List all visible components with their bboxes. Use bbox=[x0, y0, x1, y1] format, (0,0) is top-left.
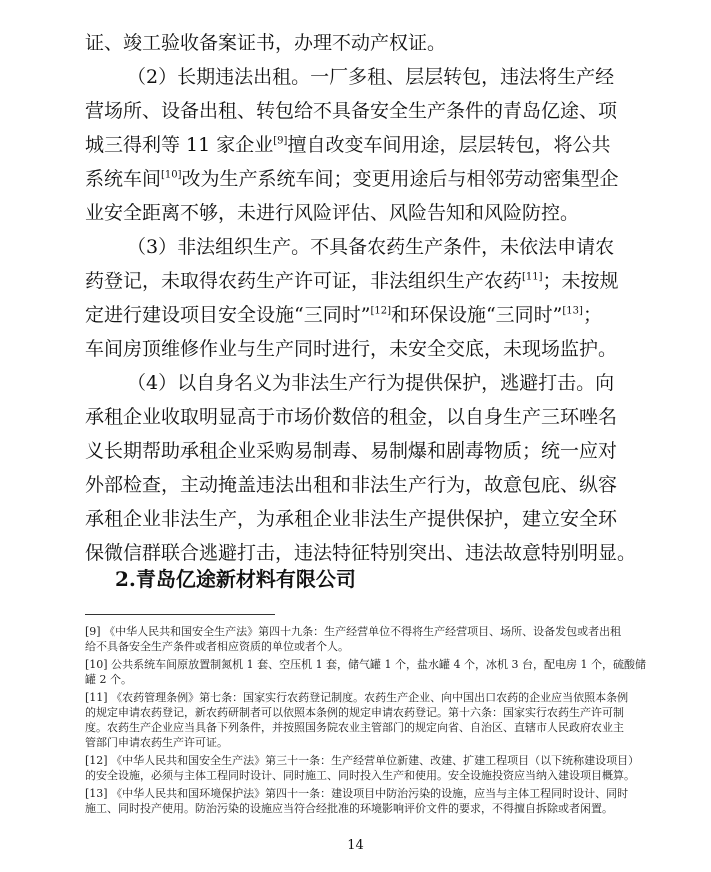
footnote-line: [12] 《中华人民共和国安全生产法》第三十一条：生产经营单位新建、改建、扩建工程项目（以下统称建设项目） bbox=[85, 754, 640, 767]
body-line: 证、竣工验收备案证书，办理不动产权证。 bbox=[85, 32, 447, 54]
section-heading: 2.青岛亿途新材料有限公司 bbox=[115, 567, 356, 591]
footnote-ref[interactable]: [13] bbox=[562, 305, 583, 317]
body-line: 城三得利等 11 家企业[9]擅自改变车间用途，层层转包，将公共 bbox=[85, 134, 611, 156]
footnote-line: [13] 《中华人民共和国环境保护法》第四十一条：建设项目中防治污染的设施，应当与主体工程同时设计、同时 bbox=[85, 787, 629, 800]
footnote-line: [11] 《农药管理条例》第七条：国家实行农药登记制度。农药生产企业、向中国出口农药的企业应当依照本条例 bbox=[85, 691, 629, 704]
footnote-ref[interactable]: [10] bbox=[161, 169, 182, 181]
body-line: 药登记，未取得农药生产许可证，非法组织生产农药[11]；未按规 bbox=[85, 270, 619, 292]
body-line: 义长期帮助承租企业采购易制毒、易制爆和剧毒物质；统一应对 bbox=[85, 440, 618, 462]
footnote-line: [10] 公共系统车间原放置制氮机 1 套、空压机 1 套，储气罐 1 个，盐水罐 4 个，冰机 3 台，配电房 1 个，硫酸储 bbox=[85, 658, 647, 671]
footnote-line: [9] 《中华人民共和国安全生产法》第四十九条：生产经营单位不得将生产经营项目、场所、设备发包或者出租 bbox=[85, 625, 622, 638]
footnote-line: 管部门申请农药生产许可证。 bbox=[85, 736, 228, 749]
footnote-ref[interactable]: [11] bbox=[522, 271, 543, 283]
body-line: 车间房顶维修作业与生产同时进行，未安全交底，未现场监护。 bbox=[85, 338, 618, 360]
body-line: （4）以自身名义为非法生产行为提供保护，逃避打击。向 bbox=[127, 372, 615, 394]
footnote-line: 给不具备安全生产条件或者相应资质的单位或者个人。 bbox=[85, 640, 349, 653]
page-number: 14 bbox=[347, 838, 364, 853]
footnote-divider bbox=[85, 614, 275, 615]
footnote-line: 罐 2 个。 bbox=[85, 673, 132, 686]
footnote-line: 的规定申请农药登记，新农药研制者可以依照本条例的规定申请农药登记。第十六条：国家实行农药生产许可制 bbox=[85, 706, 624, 719]
footnote-ref[interactable]: [9] bbox=[273, 135, 288, 147]
body-line: 业安全距离不够，未进行风险评估、风险告知和风险防控。 bbox=[85, 202, 580, 224]
body-line: 保微信群联合逃避打击，违法特征特别突出、违法故意特别明显。 bbox=[85, 542, 637, 564]
body-line: 承租企业非法生产，为承租企业非法生产提供保护，建立安全环 bbox=[85, 508, 618, 530]
footnote-line: 的安全设施，必须与主体工程同时设计、同时施工、同时投入生产和使用。安全设施投资应当纳入建设项目概算。 bbox=[85, 769, 635, 782]
footnote-line: 度。农药生产企业应当具备下列条件，并按照国务院农业主管部门的规定向省、自治区、直辖市人民政府农业主 bbox=[85, 721, 624, 734]
footnote-line: 施工、同时投产使用。防治污染的设施应当符合经批准的环境影响评价文件的要求，不得擅自拆除或者闲置。 bbox=[85, 802, 613, 815]
body-line: 外部检查，主动掩盖违法出租和非法生产行为，故意包庇、纵容 bbox=[85, 474, 618, 496]
body-line: 系统车间[10]改为生产系统车间；变更用途后与相邻劳动密集型企 bbox=[85, 168, 619, 190]
body-line: （2）长期违法出租。一厂多租、层层转包，违法将生产经 bbox=[127, 66, 615, 88]
body-line: 承租企业收取明显高于市场价数倍的租金，以自身生产三环唑名 bbox=[85, 406, 618, 428]
body-line: （3）非法组织生产。不具备农药生产条件，未依法申请农 bbox=[127, 236, 615, 258]
footnote-ref[interactable]: [12] bbox=[370, 305, 391, 317]
body-line: 定进行建设项目安全设施“三同时”[12]和环保设施“三同时”[13]； bbox=[85, 304, 602, 326]
body-line: 营场所、设备出租、转包给不具备安全生产条件的青岛亿途、项 bbox=[85, 100, 618, 122]
